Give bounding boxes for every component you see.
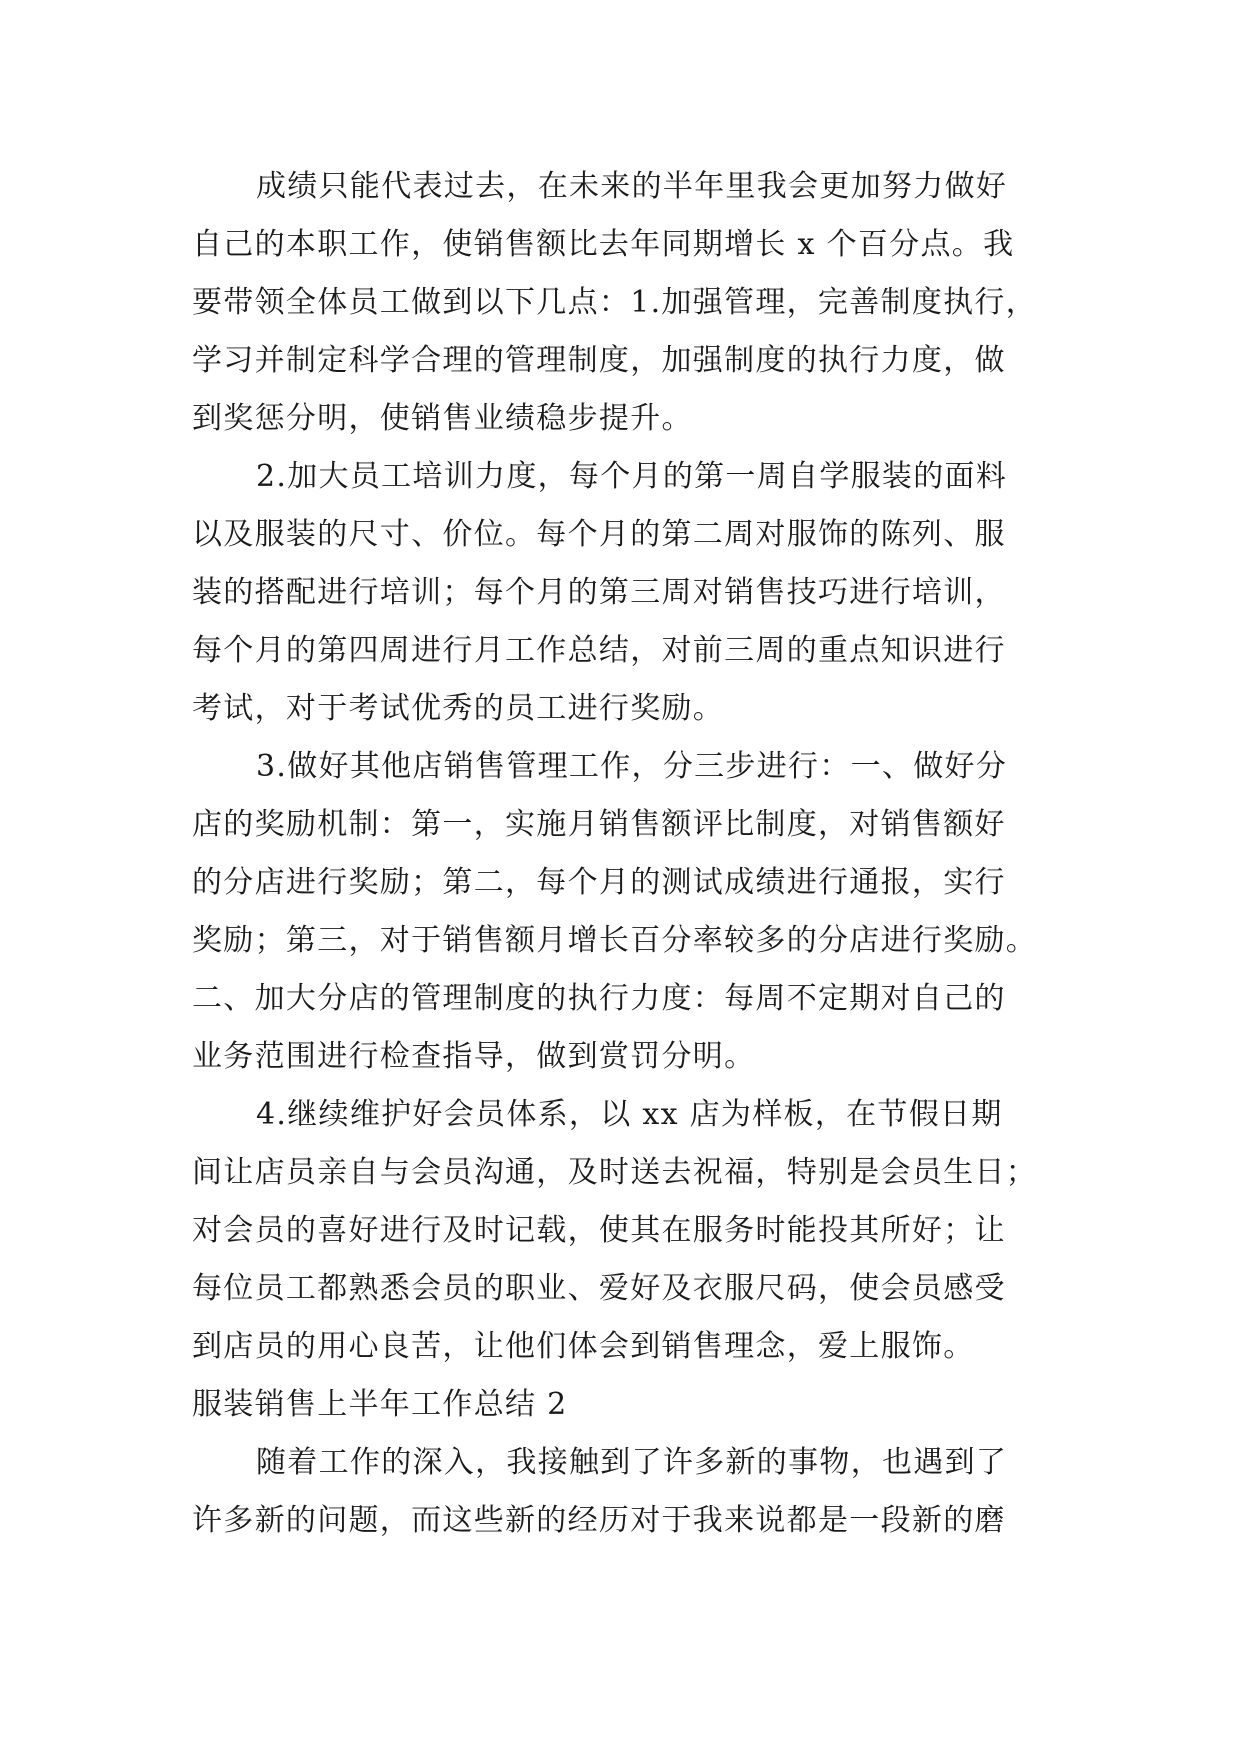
paragraph-4 <box>192 1086 1052 1376</box>
text-line: 的分店进行奖励；第二，每个月的测试成绩进行通报，实行 <box>192 865 1006 900</box>
text-line: 许多新的问题，而这些新的经历对于我来说都是一段新的磨 <box>192 1503 1006 1538</box>
text-line: 对会员的喜好进行及时记载，使其在服务时能投其所好；让 <box>192 1213 1006 1248</box>
text-line: 学习并制定科学合理的管理制度，加强制度的执行力度，做 <box>192 343 1006 378</box>
text-line: 4.继续维护好会员体系，以 xx 店为样板，在节假日期 <box>256 1097 1003 1132</box>
text-line: 要带领全体员工做到以下几点：1.加强管理，完善制度执行， <box>192 285 1038 320</box>
text-line: 每位员工都熟悉会员的职业、爱好及衣服尺码，使会员感受 <box>192 1271 1006 1306</box>
text-line: 2.加大员工培训力度，每个月的第一周自学服装的面料 <box>256 459 1008 494</box>
paragraph-2 <box>192 448 1052 738</box>
document-body <box>192 158 1052 1550</box>
text-line: 装的搭配进行培训；每个月的第三周对销售技巧进行培训， <box>192 575 1006 610</box>
paragraph-5 <box>192 1434 1052 1550</box>
text-line: 随着工作的深入，我接触到了许多新的事物，也遇到了 <box>256 1445 1008 1480</box>
text-line: 到店员的用心良苦，让他们体会到销售理念，爱上服饰。 <box>192 1329 975 1364</box>
text-line: 奖励；第三，对于销售额月增长百分率较多的分店进行奖励。 <box>192 923 1038 958</box>
text-line: 店的奖励机制：第一，实施月销售额评比制度，对销售额好 <box>192 807 1006 842</box>
text-line: 成绩只能代表过去，在未来的半年里我会更加努力做好 <box>256 169 1008 204</box>
text-line: 到奖惩分明，使销售业绩稳步提升。 <box>192 401 693 436</box>
text-line: 间让店员亲自与会员沟通，及时送去祝福，特别是会员生日； <box>192 1155 1038 1190</box>
text-line: 每个月的第四周进行月工作总结，对前三周的重点知识进行 <box>192 633 1006 668</box>
heading-line: 服装销售上半年工作总结 2 <box>192 1387 568 1422</box>
section-heading <box>192 1376 1052 1434</box>
text-line: 3.做好其他店销售管理工作，分三步进行：一、做好分 <box>256 749 1008 784</box>
text-line: 二、加大分店的管理制度的执行力度：每周不定期对自己的 <box>192 981 1006 1016</box>
text-line: 考试，对于考试优秀的员工进行奖励。 <box>192 691 725 726</box>
text-line: 以及服装的尺寸、价位。每个月的第二周对服饰的陈列、服 <box>192 517 1006 552</box>
text-line: 业务范围进行检查指导，做到赏罚分明。 <box>192 1039 756 1074</box>
paragraph-3 <box>192 738 1052 1086</box>
paragraph-1 <box>192 158 1052 448</box>
text-line: 自己的本职工作，使销售额比去年同期增长 x 个百分点。我 <box>192 227 1015 262</box>
